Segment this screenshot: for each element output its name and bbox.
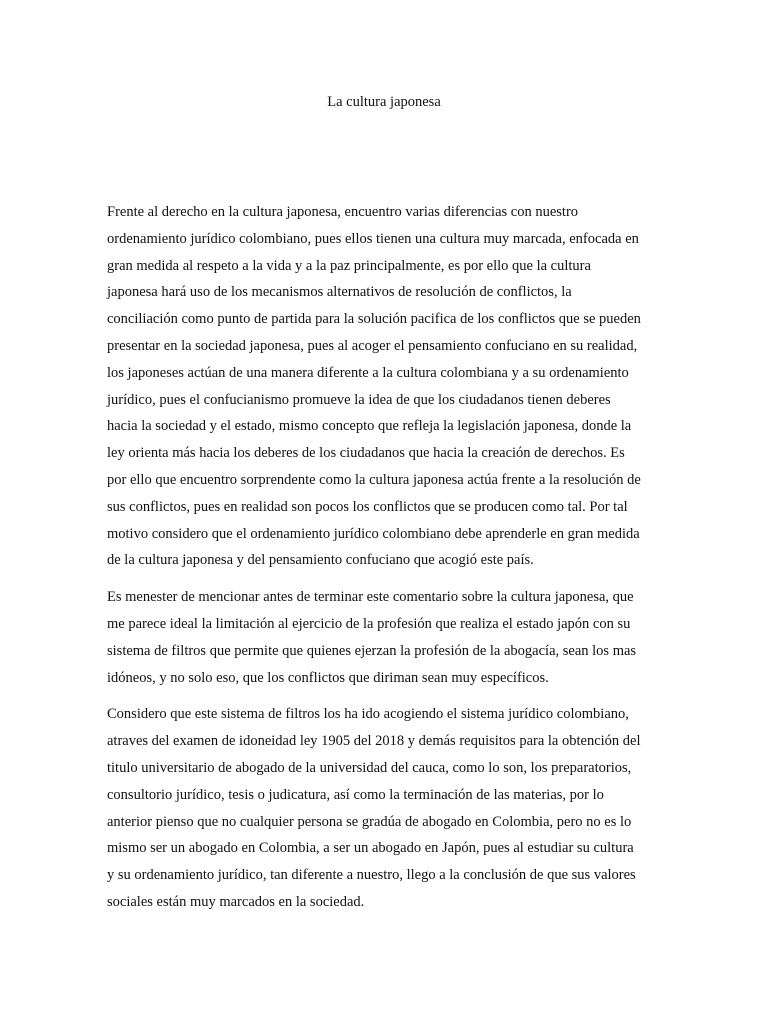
paragraph-2 [107, 584, 667, 691]
paragraph-1 [107, 199, 667, 574]
text-line: sistema de filtros que permite que quienes ejerzan la profesión de la abogacía, sean los mas [107, 642, 637, 659]
text-line: de la cultura japonesa y del pensamiento confuciano que acogió este país. [107, 552, 534, 569]
text-line: ley orienta más hacia los deberes de los ciudadanos que hacia la creación de derechos. Es [107, 445, 625, 462]
document-title: La cultura japonesa [327, 94, 441, 110]
text-line: sociales están muy marcados en la sociedad. [107, 893, 365, 910]
text-line: presentar en la sociedad japonesa, pues al acoger el pensamiento confuciano en su realidad, [107, 337, 638, 354]
text-line: motivo considero que el ordenamiento jurídico colombiano debe aprenderle en gran medida [107, 525, 640, 542]
text-line: japonesa hará uso de los mecanismos alternativos de resolución de conflictos, la [107, 284, 572, 301]
paragraph-3 [107, 701, 667, 915]
text-line: me parece ideal la limitación al ejercicio de la profesión que realiza el estado japón con su [107, 615, 631, 632]
text-line: hacia la sociedad y el estado, mismo concepto que refleja la legislación japonesa, donde la [107, 418, 632, 435]
text-line: ordenamiento jurídico colombiano, pues ellos tienen una cultura muy marcada, enfocada en [107, 230, 639, 247]
text-line: jurídico, pues el confucianismo promueve la idea de que los ciudadanos tienen deberes [107, 391, 611, 408]
text-line: mismo ser un abogado en Colombia, a ser un abogado en Japón, pues al estudiar su cultura [107, 840, 634, 857]
text-line: Frente al derecho en la cultura japonesa, encuentro varias diferencias con nuestro [107, 204, 579, 220]
text-line: Considero que este sistema de filtros los ha ido acogiendo el sistema jurídico colombiano, [107, 706, 629, 723]
text-line: idóneos, y no solo eso, que los conflictos que diriman sean muy específicos. [107, 669, 549, 686]
text-line: los japoneses actúan de una manera diferente a la cultura colombiana y a su ordenamiento [107, 364, 629, 381]
text-line: gran medida al respeto a la vida y a la paz principalmente, es por ello que la cultura [107, 257, 591, 274]
text-line: conciliación como punto de partida para la solución pacifica de los conflictos que se pueden [107, 311, 641, 328]
text-line: por ello que encuentro sorprendente como la cultura japonesa actúa frente a la resolución de [107, 471, 641, 488]
text-line: anterior pienso que no cualquier persona se gradúa de abogado en Colombia, pero no es lo [107, 813, 632, 830]
text-line: consultorio jurídico, tesis o judicatura, así como la terminación de las materias, por lo [107, 786, 604, 803]
text-line: Es menester de mencionar antes de terminar este comentario sobre la cultura japonesa, que [107, 589, 634, 606]
text-line: titulo universitario de abogado de la universidad del cauca, como lo son, los preparatorios, [107, 759, 632, 776]
text-line: y su ordenamiento jurídico, tan diferente a nuestro, llego a la conclusión de que sus valores [107, 867, 636, 884]
document-body [107, 199, 667, 916]
text-line: sus conflictos, pues en realidad son pocos los conflictos que se producen como tal. Por tal [107, 498, 628, 515]
text-line: atraves del examen de idoneidad ley 1905 del 2018 y demás requisitos para la obtención del [107, 733, 641, 750]
